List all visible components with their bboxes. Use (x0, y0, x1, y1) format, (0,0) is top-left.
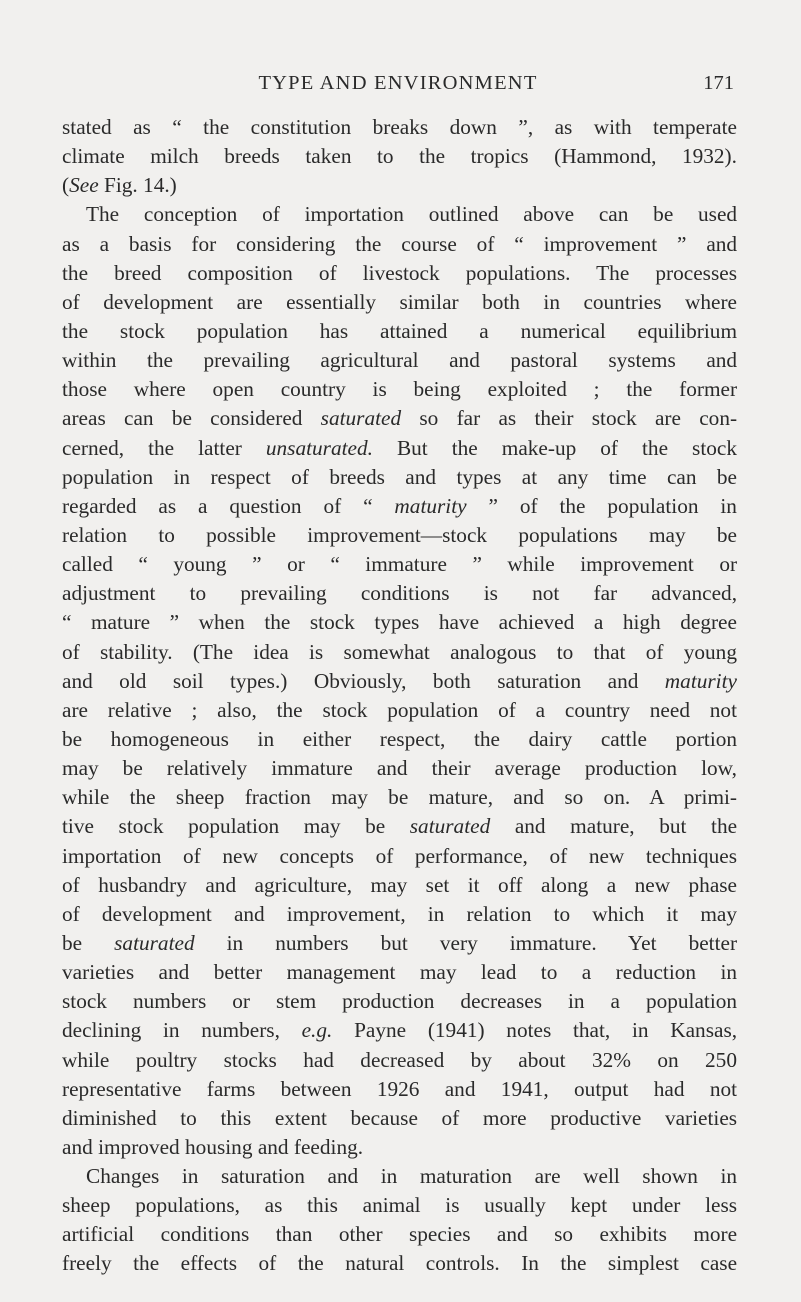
text-line: freely the effects of the natural controls. In the simplest case (62, 1251, 738, 1276)
text-line: stock numbers or stem production decreases in a population (62, 989, 738, 1014)
text-line: tive stock population may be saturated and mature, but the (62, 814, 738, 839)
text-line: called “ young ” or “ immature ” while improvement or (62, 552, 738, 577)
text-line: importation of new concepts of performance, of new techniques (62, 843, 737, 868)
text-line: sheep populations, as this animal is usually kept under less (62, 1193, 738, 1218)
text-line: varieties and better management may lead to a reduction in (62, 960, 738, 985)
text-line: the stock population has attained a numerical equilibrium (62, 318, 738, 343)
text-line: while the sheep fraction may be mature, and so on. A primi- (62, 785, 738, 810)
text-line: and old soil types.) Obviously, both saturation and maturity (62, 668, 737, 693)
text-line: of husbandry and agriculture, may set it off along a new phase (62, 872, 738, 897)
text-line: regarded as a question of “ maturity ” of the population in (62, 493, 737, 518)
text-line: adjustment to prevailing conditions is not far advanced, (62, 581, 738, 606)
running-head (62, 66, 734, 100)
text-line: areas can be considered saturated so far as their stock are con- (62, 406, 738, 431)
text-line: cerned, the latter unsaturated. But the make-up of the stock (62, 435, 738, 460)
text-line: stated as “ the constitution breaks down ”, as with temperate (62, 115, 737, 139)
text-line: those where open country is being exploited ; the former (62, 377, 738, 402)
text-line: relation to possible improvement—stock populations may be (62, 522, 738, 547)
text-line: within the prevailing agricultural and pastoral systems and (62, 348, 738, 373)
text-line: representative farms between 1926 and 1941, output had not (62, 1076, 738, 1101)
text-line: the breed composition of livestock populations. The processes (62, 260, 738, 285)
text-line: and improved housing and feeding. (62, 1134, 364, 1159)
text-line: be homogeneous in either respect, the dairy cattle portion (62, 726, 738, 751)
text-line: declining in numbers, e.g. Payne (1941) notes that, in Kansas, (62, 1018, 738, 1043)
text-line: The conception of importation outlined above can be used (86, 202, 738, 227)
text-line: of stability. (The idea is somewhat analogous to that of young (62, 639, 737, 664)
page-number: 171 (703, 72, 734, 94)
text-line: “ mature ” when the stock types have achieved a high degree (62, 610, 737, 635)
text-line: population in respect of breeds and types at any time can be (62, 464, 738, 489)
text-line: Changes in saturation and in maturation are well shown in (86, 1164, 738, 1189)
running-title: TYPE AND ENVIRONMENT (258, 72, 538, 94)
text-line: as a basis for considering the course of “ improvement ” and (62, 231, 738, 256)
text-line: (See Fig. 14.) (62, 173, 177, 198)
text-line: diminished to this extent because of more productive varieties (62, 1105, 738, 1130)
body-text (62, 113, 737, 1279)
text-line: artificial conditions than other species and so exhibits more (62, 1222, 738, 1247)
text-line: may be relatively immature and their average production low, (62, 756, 737, 781)
text-line: be saturated in numbers but very immature. Yet better (62, 930, 738, 955)
text-line: climate milch breeds taken to the tropics (Hammond, 1932). (62, 144, 737, 169)
text-line: of development and improvement, in relation to which it may (62, 901, 737, 926)
text-line: of development are essentially similar both in countries where (62, 289, 737, 314)
text-line: while poultry stocks had decreased by about 32% on 250 (62, 1047, 737, 1072)
text-line: are relative ; also, the stock population of a country need not (62, 697, 737, 722)
